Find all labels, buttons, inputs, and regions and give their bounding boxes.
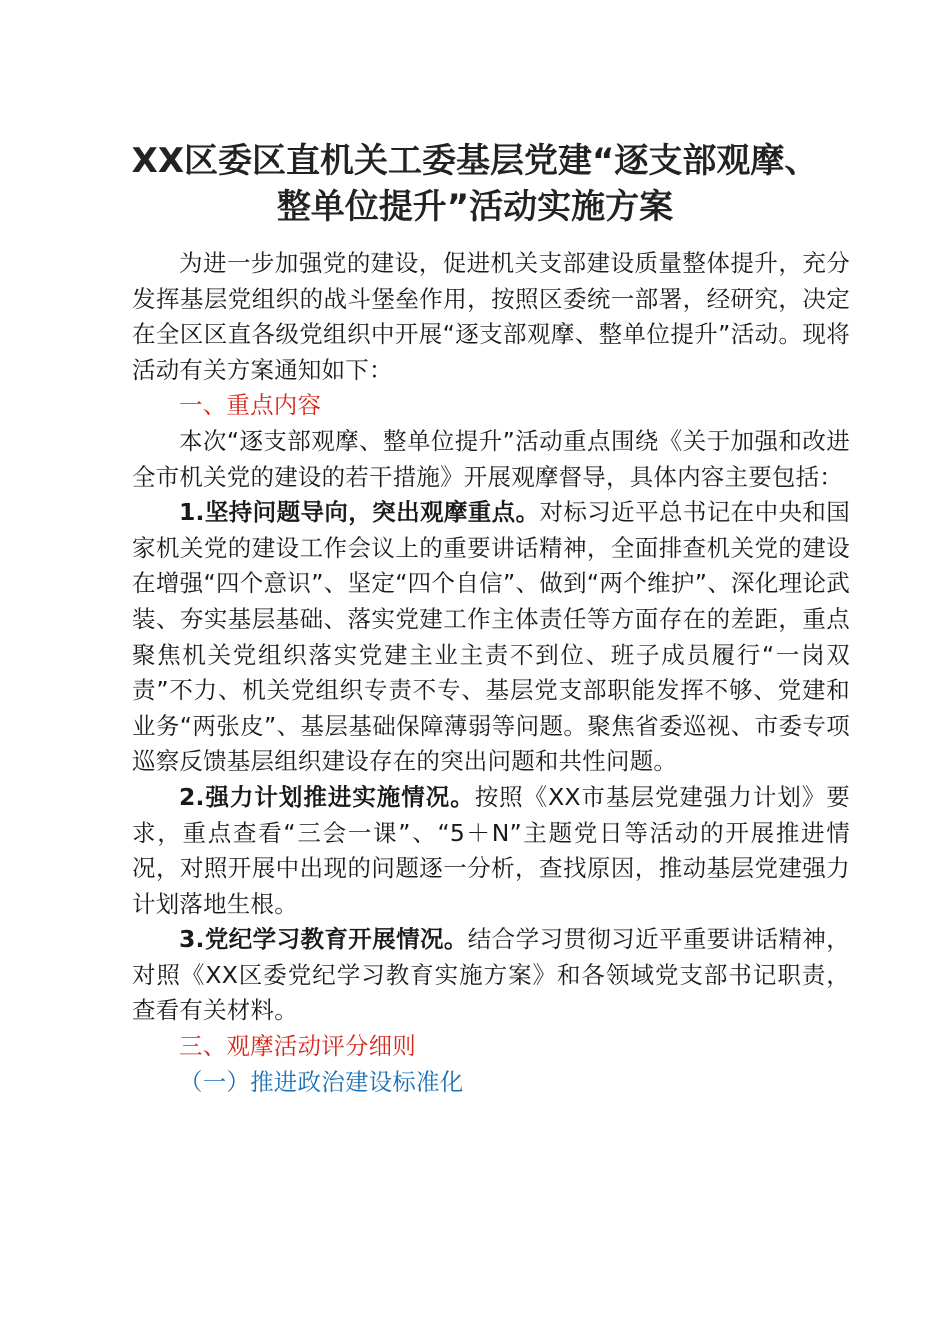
intro-paragraph: 为进一步加强党的建设，促进机关支部建设质量整体提升，充分发挥基层党组织的战斗堡垒作用，按照区委统一部署，经研究，决定在全区区直各级党组织中开展“逐支部观摩、整单位提升”活动。现将活动有关方案通知如下：: [132, 249, 850, 384]
item3-title: 3.党纪学习教育开展情况。: [179, 925, 468, 954]
item2-title: 2.强力计划推进实施情况。: [179, 782, 475, 811]
section-heading-1: 一、重点内容: [179, 391, 322, 420]
subsection-heading-1: （一）推进政治建设标准化: [179, 1067, 464, 1096]
document-title-line1: XX区委区直机关工委基层党建“逐支部观摩、: [131, 141, 819, 181]
item1-title: 1.坚持问题导向，突出观摩重点。: [179, 498, 540, 527]
item1-text: 对标习近平总书记在中央和国家机关党的建设工作会议上的重要讲话精神，全面排查机关党的建设在增强“四个意识”、坚定“四个自信”、做到“两个维护”、深化理论武装、夯实基层基础、落实党建工作主体责任等方面存在的差距，重点聚焦机关党组织落实党建主业主责不到位、班子成员履行“一岗双责”不力、机关党组织专责不专、基层党支部职能发挥不够、党建和业务“两张皮”、基层基础保障薄弱等问题。聚焦省委巡视、市委专项巡察反馈基层组织建设存在的突出问题和共性问题。: [132, 498, 850, 776]
section1-paragraph: 本次“逐支部观摩、整单位提升”活动重点围绕《关于加强和改进全市机关党的建设的若干措施》开展观摩督导，具体内容主要包括：: [132, 426, 850, 491]
item3-text: 结合学习贯彻习近平重要讲话精神，对照《XX区委党纪学习教育实施方案》和各领域党支部书记职责，查看有关材料。: [132, 925, 850, 1025]
document-title-line2: 整单位提升”活动实施方案: [276, 187, 674, 227]
item2-text: 按照《XX市基层党建强力计划》要求，重点查看“三会一课”、“5＋N”主题党日等活动的开展推进情况，对照开展中出现的问题逐一分析，查找原因，推动基层党建强力计划落地生根。: [132, 782, 850, 918]
document-body: [132, 246, 850, 1100]
item2-paragraph: [132, 780, 850, 922]
item3-paragraph: [132, 922, 850, 1029]
section-heading-3: 三、观摩活动评分细则: [179, 1032, 416, 1061]
item1-paragraph: [132, 495, 850, 780]
